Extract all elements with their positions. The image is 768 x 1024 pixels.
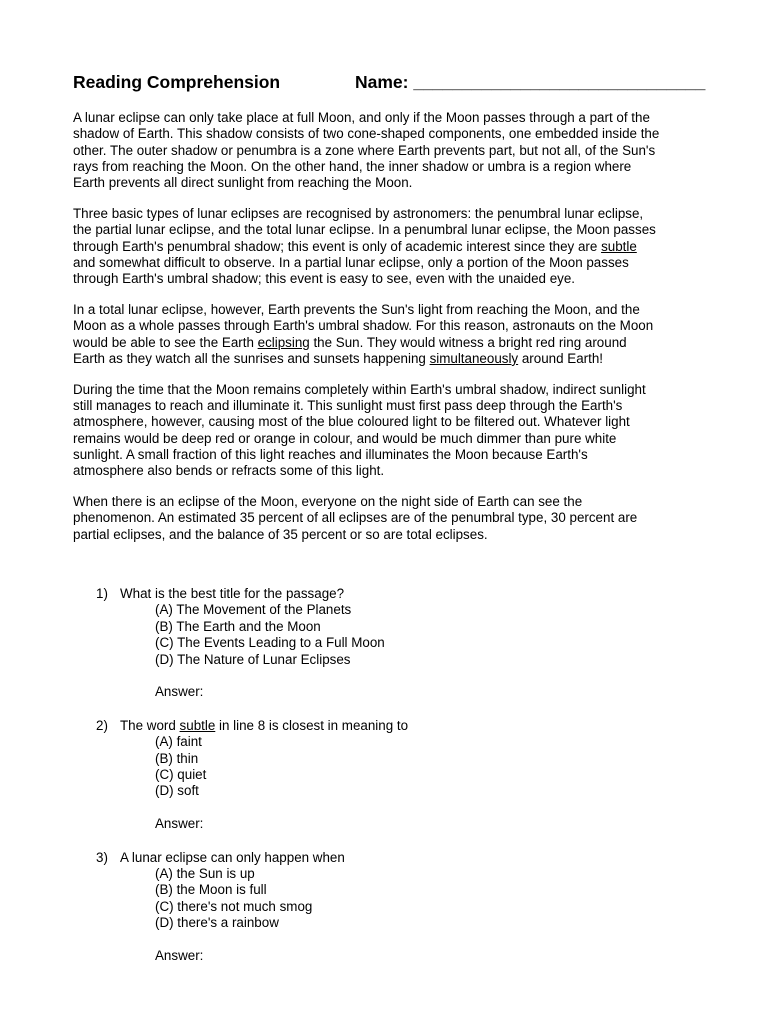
passage-line: Moon as a whole passes through Earth's umbral shadow. For this reason, astronauts on the Moon [73,318,654,334]
passage-line: phenomenon. An estimated 35 percent of all eclipses are of the penumbral type, 30 percent are [73,510,638,526]
passage-line: When there is an eclipse of the Moon, everyone on the night side of Earth can see the [73,493,583,509]
paragraph-4 [73,382,705,480]
passage-line: and somewhat difficult to observe. In a partial lunar eclipse, only a portion of the Moon passes [73,254,629,270]
question-number: 1) [96,586,108,601]
passage-line: atmosphere, however, causing most of the blue coloured light to be filtered out. Whatever light [73,414,630,430]
paragraph-2 [73,206,705,287]
passage-line: through Earth's umbral shadow; this event is easy to see, even with the unaided eye. [73,271,576,287]
answer-option: (A) faint [155,734,202,750]
reading-passage [73,110,705,557]
question-stem [96,850,696,866]
question-number: 2) [96,717,108,733]
answer-option: (B) the Moon is full [155,882,267,898]
passage-text: Earth as they watch all the sunrises and sunsets happening [73,350,430,366]
passage-line: atmosphere also bends or refracts some of this light. [73,463,385,479]
answer-label: Answer: [155,684,204,700]
answer-label: Answer: [155,816,204,832]
answer-option: (D) soft [155,783,199,799]
underlined-word-simultaneously: simultaneously [429,350,519,366]
question-text: What is the best title for the passage? [120,586,345,601]
answer-option: (B) thin [155,750,199,766]
answer-option: (D) there's a rainbow [155,915,279,931]
question-text: The word [120,717,180,733]
passage-text: would be able to see the Earth [73,334,258,350]
passage-line [73,335,705,351]
passage-line: the partial lunar eclipse, and the total lunar eclipse. In a penumbral lunar eclipse, the Moon passes [73,222,656,238]
question-stem [96,586,696,602]
question-text: in line 8 is closest in meaning to [215,717,409,733]
passage-line: other. The outer shadow or penumbra is a zone where Earth prevents part, but not all, of the Sun's [73,142,656,158]
underlined-word-eclipsing: eclipsing [257,334,310,350]
question-list [96,586,696,981]
worksheet-header [73,72,713,96]
passage-line [73,351,705,367]
passage-line: Three basic types of lunar eclipses are recognised by astronomers: the penumbral lunar eclipse, [73,205,644,221]
passage-line [73,239,705,255]
answer-option: (C) there's not much smog [155,898,313,914]
question-2 [96,718,696,833]
passage-line: Earth prevents all direct sunlight from reaching the Moon. [73,175,413,191]
question-1 [96,586,696,701]
passage-line: rays from reaching the Moon. On the other hand, the inner shadow or umbra is a region where [73,158,632,174]
passage-line: sunlight. A small fraction of this light reaches and illuminates the Moon because Earth's [73,446,588,462]
passage-line: partial eclipses, and the balance of 35 percent or so are total eclipses. [73,526,488,542]
passage-text: the Sun. They would witness a bright red ring around [309,334,627,350]
paragraph-5 [73,494,705,543]
question-number: 3) [96,849,108,865]
answer-option: (A) The Movement of the Planets [155,602,352,618]
question-3 [96,850,696,965]
passage-line: During the time that the Moon remains completely within Earth's umbral shadow, indirect sunlight [73,381,646,397]
answer-label: Answer: [155,948,204,964]
passage-text: around Earth! [518,350,604,366]
underlined-word-subtle: subtle [179,717,216,733]
answer-option: (A) the Sun is up [155,866,255,882]
passage-line: A lunar eclipse can only take place at full Moon, and only if the Moon passes through a part of the [73,110,650,125]
answer-option: (C) The Events Leading to a Full Moon [155,635,385,651]
passage-line: remains would be deep red or orange in colour, and would be much dimmer than pure white [73,430,617,446]
question-text: A lunar eclipse can only happen when [120,849,345,865]
answer-option: (C) quiet [155,767,207,783]
paragraph-3 [73,302,705,367]
passage-line: shadow of Earth. This shadow consists of two cone-shaped components, one embedded inside the [73,126,660,142]
worksheet-title: Reading Comprehension [73,72,281,92]
question-stem [96,718,696,734]
answer-option: (B) The Earth and the Moon [155,618,321,634]
passage-text: through Earth's penumbral shadow; this event is only of academic interest since they are [73,238,602,254]
underlined-word-subtle: subtle [601,238,637,254]
paragraph-1 [73,110,705,191]
passage-line: still manages to reach and illuminate it. This sunlight must first pass deep through the Earth's [73,397,623,413]
name-field-label: Name: ______________________________ [355,72,706,92]
answer-option: (D) The Nature of Lunar Eclipses [155,651,351,667]
passage-line: In a total lunar eclipse, however, Earth prevents the Sun's light from reaching the Moon, and the [73,301,640,317]
